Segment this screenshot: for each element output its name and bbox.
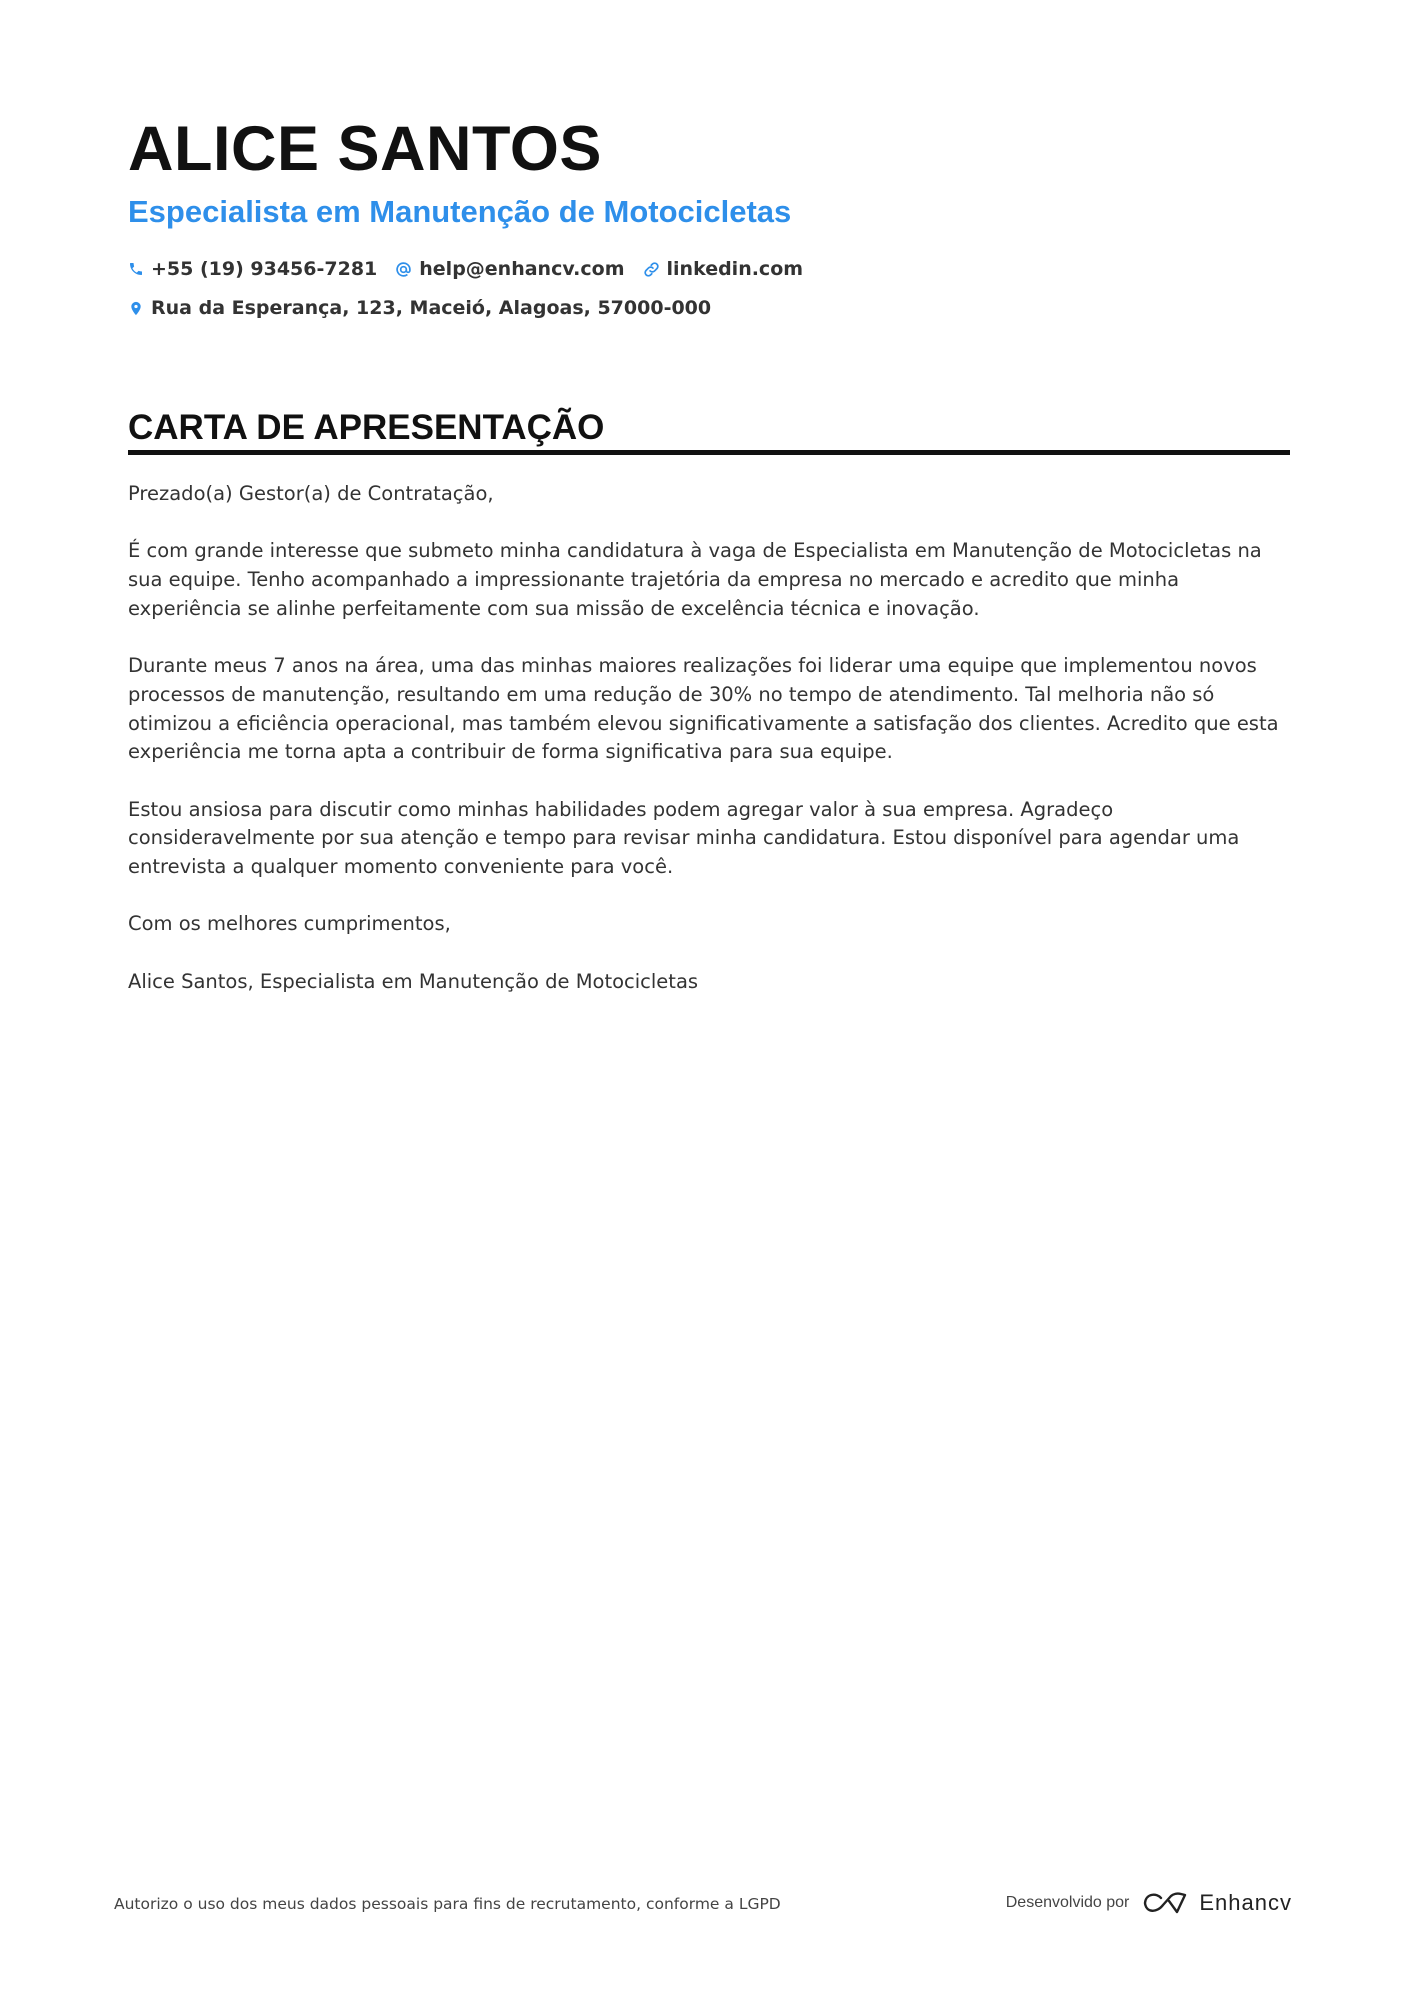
- contact-address-text: Rua da Esperança, 123, Maceió, Alagoas, 57000-000: [151, 297, 712, 319]
- contact-link-text[interactable]: linkedin.com: [666, 258, 804, 280]
- section-title: CARTA DE APRESENTAÇÃO: [128, 408, 605, 447]
- phone-icon: [128, 261, 144, 277]
- letter-paragraph: Durante meus 7 anos na área, uma das minhas maiores realizações foi liderar uma equipe que implementou novos processos de manutenção, resultando em uma redução de 30% no tempo de atendimento. Tal melhoria não só otimizou a eficiência operacional, mas também elevou significativamente a satisfação dos clientes. Acredito que esta experiência me torna apta a contribuir de forma significativa para sua equipe.: [128, 654, 1279, 764]
- contact-address: [128, 297, 711, 319]
- letter-body: [128, 480, 1290, 1025]
- contact-link: [643, 258, 804, 280]
- letter-paragraph: É com grande interesse que submeto minha candidatura à vaga de Especialista em Manutenção de Motocicletas na sua equipe. Tenho acompanhado a impressionante trajetória da empresa no mercado e acredito que minha experiência se alinhe perfeitamente com sua missão de excelência técnica e inovação.: [128, 539, 1262, 620]
- candidate-name: ALICE SANTOS: [128, 114, 602, 184]
- consent-note: Autorizo o uso dos meus dados pessoais para fins de recrutamento, conforme a LGPD: [114, 1895, 781, 1913]
- contact-phone-text: +55 (19) 93456-7281: [151, 258, 378, 280]
- letter-signature: Alice Santos, Especialista em Manutenção de Motocicletas: [128, 969, 699, 993]
- brand-logo: [1141, 1890, 1292, 1916]
- candidate-title: Especialista em Manutenção de Motocicletas: [128, 194, 792, 229]
- brand-name: Enhancv: [1199, 1890, 1292, 1915]
- location-pin-icon: [128, 300, 144, 317]
- at-icon: [395, 261, 412, 278]
- letter-closing: Com os melhores cumprimentos,: [128, 912, 451, 936]
- powered-by-label: Desenvolvido por: [1005, 1894, 1130, 1911]
- powered-by[interactable]: [1006, 1886, 1292, 1920]
- link-icon: [643, 261, 660, 278]
- letter-paragraph: Estou ansiosa para discutir como minhas habilidades podem agregar valor à sua empresa. Agradeço consideravelmente por sua atenção e tempo para revisar minha candidatura. Estou disponível para agendar uma entrevista a qualquer momento conveniente para você.: [128, 797, 1240, 879]
- contact-email: [395, 258, 624, 280]
- contact-row-address: [128, 293, 729, 323]
- section-divider: [128, 450, 1290, 455]
- contact-row-primary: [128, 254, 821, 284]
- contact-phone: [128, 258, 377, 280]
- letter-greeting: Prezado(a) Gestor(a) de Contratação,: [128, 482, 494, 505]
- contact-email-text[interactable]: help@enhancv.com: [419, 258, 625, 280]
- enhancv-logo-icon: [1141, 1890, 1189, 1916]
